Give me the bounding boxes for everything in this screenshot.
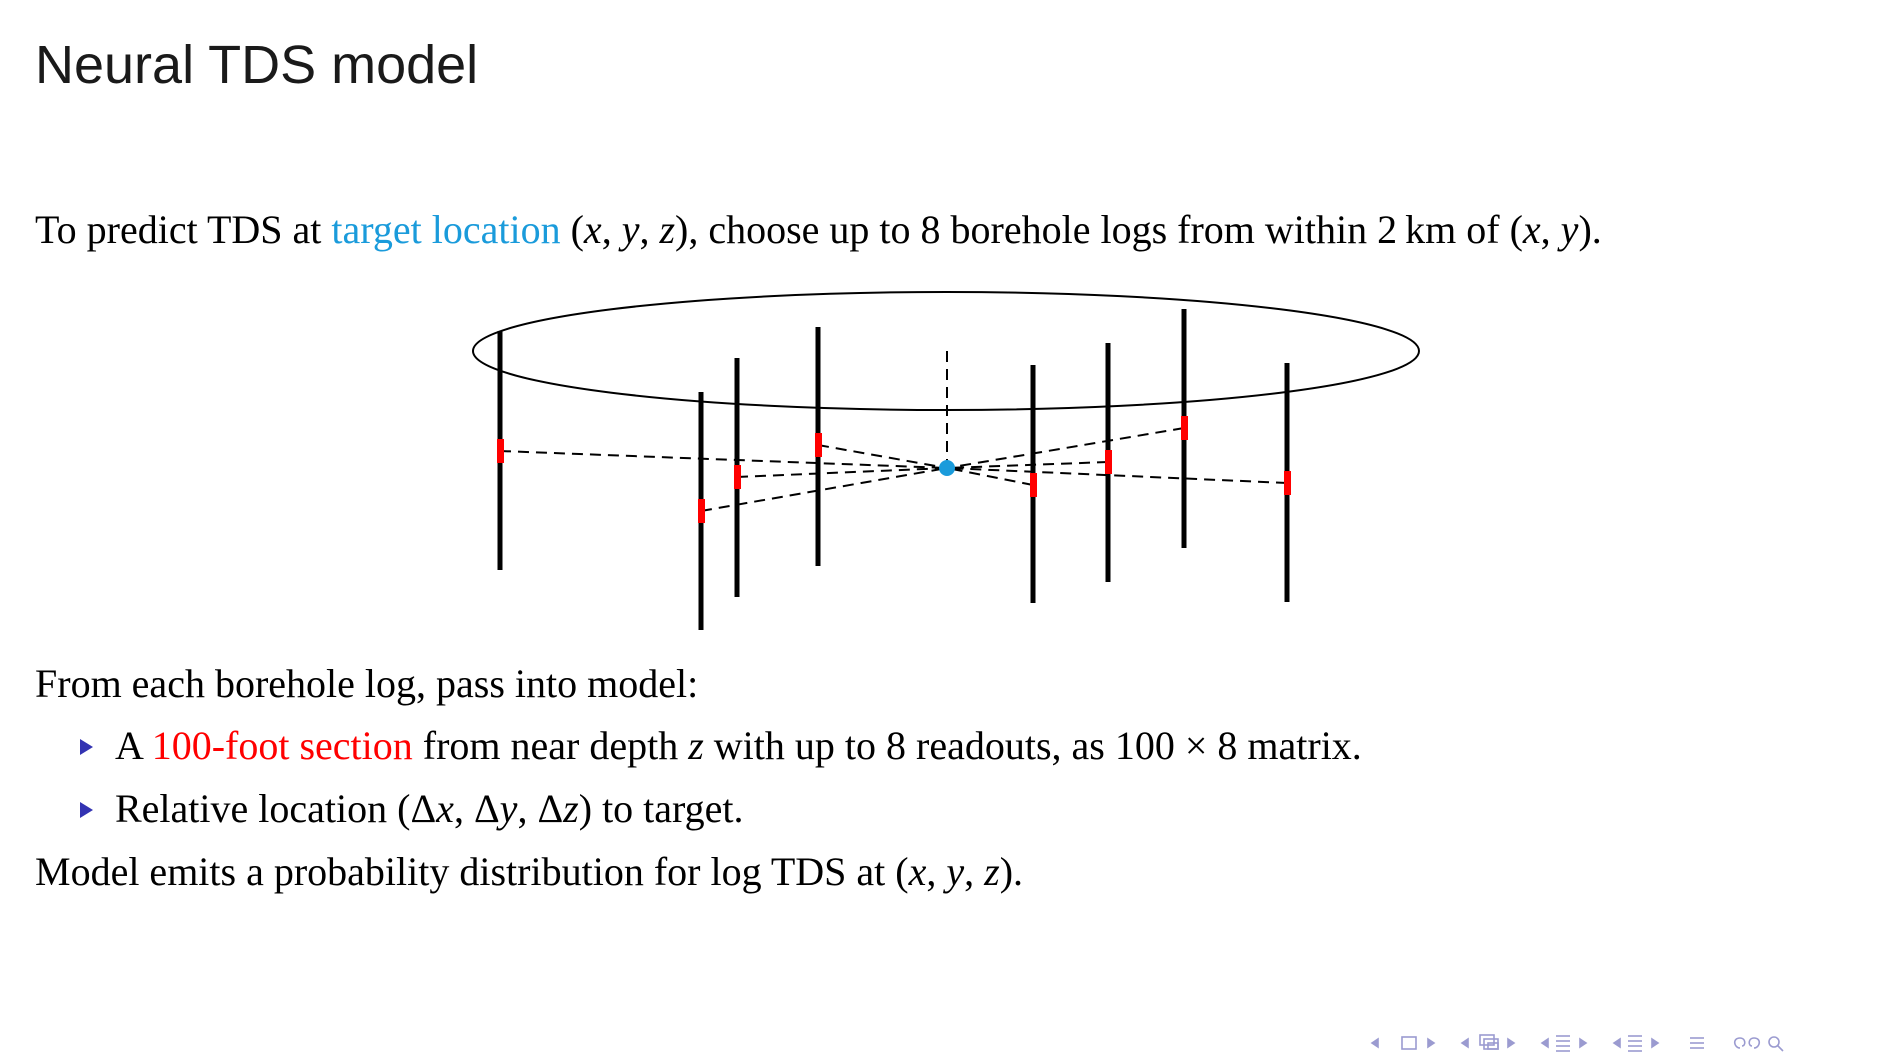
connection-line [500,451,947,468]
intro-coords-open: ( [560,207,584,252]
boreholes [500,309,1287,630]
b2-z: z [563,786,579,831]
slide-title: Neural TDS model [35,35,479,95]
intro-sep2: , [639,207,660,252]
me-z: z [984,849,1000,894]
connection-line [947,462,1108,468]
connection-line [947,468,1287,483]
b1-z: z [688,723,704,768]
intro-z: z [659,207,676,252]
from-each-heading: From each borehole log, pass into model: [35,661,699,706]
nav-right-arrow-icon[interactable] [1652,1039,1658,1047]
section-icon[interactable] [1690,1038,1704,1048]
intro-sep3: , [1540,207,1561,252]
nav-left-arrow-icon[interactable] [1372,1039,1378,1047]
intro-sep1: , [601,207,622,252]
nav-right-arrow-icon[interactable] [1508,1039,1514,1047]
b2-suffix: ) to target. [578,786,744,831]
me-y: y [946,849,965,894]
bullet-item-location [80,785,744,833]
intro-x: x [583,207,602,252]
section-icon[interactable] [1628,1036,1642,1051]
me-end: ). [999,849,1024,894]
nav-left-arrow-icon[interactable] [1542,1039,1548,1047]
nav-left-arrow-icon[interactable] [1614,1039,1620,1047]
section-marker [497,439,504,463]
b2-x: x [436,786,454,831]
section-marker [1284,471,1291,495]
section-highlight: 100-foot section [151,723,413,768]
bullet-triangle-icon [80,739,93,755]
bullet-triangle-icon [80,802,93,818]
b2-prefix: Relative location (Δ [115,786,437,831]
intro-end: ). [1578,207,1602,252]
back-icon[interactable] [1735,1038,1745,1048]
beamer-navigation [1370,1030,1870,1056]
intro-prefix: To predict TDS at [35,207,332,252]
section-marker [734,465,741,489]
target-location-dot [939,460,955,476]
connection-line [947,428,1184,468]
section-marker [1030,473,1037,497]
b1-mid: from near depth [412,723,689,768]
intro-y: y [621,207,640,252]
b2-sep1: , Δ [453,786,500,831]
section-marker [1181,416,1188,440]
section-marker [1105,450,1112,474]
nav-left-arrow-icon[interactable] [1462,1039,1468,1047]
subsection-icon[interactable] [1480,1035,1498,1049]
intro-x2: x [1522,207,1541,252]
search-icon[interactable] [1769,1037,1783,1051]
me-prefix: Model emits a probability distribution for log TDS at ( [35,849,909,894]
forward-icon[interactable] [1749,1038,1759,1048]
section-marker [815,433,822,457]
bullet-item-section [80,722,1362,770]
b1-suffix: with up to 8 readouts, as 100 × 8 matrix. [703,723,1362,768]
target-location-highlight: target location [331,207,561,252]
section-marker [698,499,705,523]
depth-sections [497,416,1291,523]
intro-y2: y [1560,207,1579,252]
b2-sep2: , Δ [517,786,564,831]
me-sep1: , [926,849,947,894]
b1-prefix: A [115,723,152,768]
frame-icon[interactable] [1402,1037,1416,1049]
section-icon[interactable] [1556,1036,1570,1051]
intro-coords-close: ), choose up to 8 borehole logs from within 2 km of ( [675,207,1523,252]
nav-right-arrow-icon[interactable] [1580,1039,1586,1047]
me-sep2: , [964,849,985,894]
model-emits-text [35,848,1023,896]
me-x: x [908,849,927,894]
nav-right-arrow-icon[interactable] [1428,1039,1434,1047]
connection-lines [500,351,1287,511]
b2-y: y [499,786,518,831]
